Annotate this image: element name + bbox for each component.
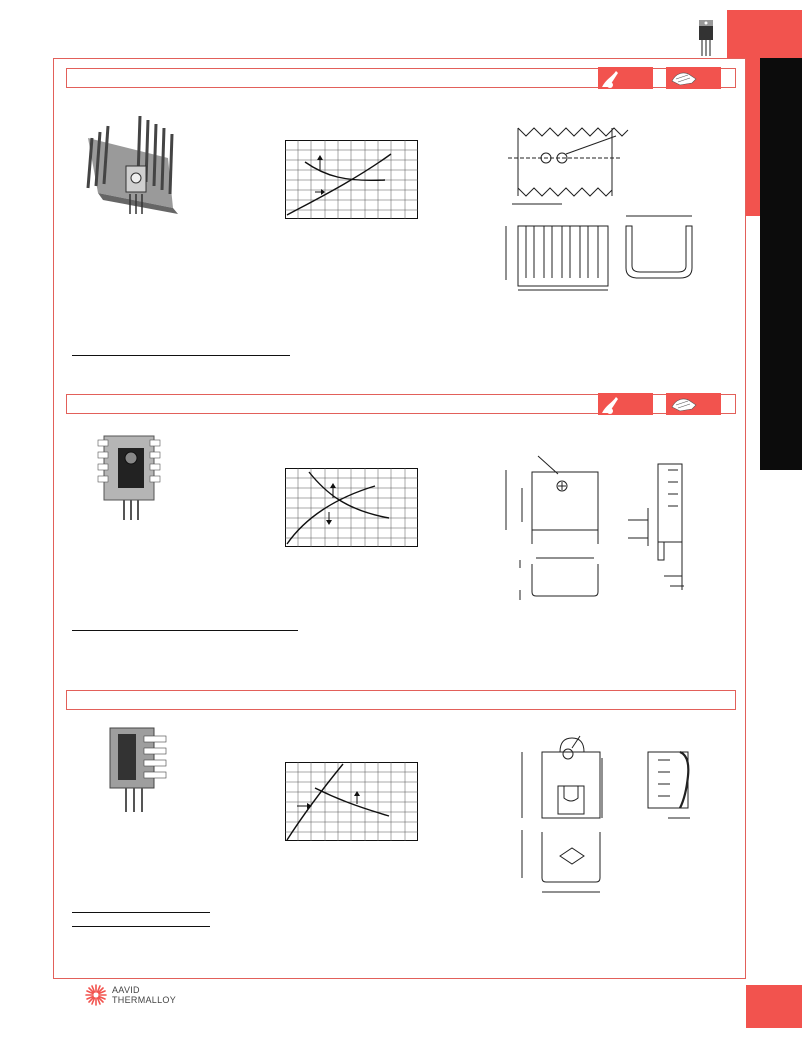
hand-badge: [666, 67, 721, 89]
section-3-underline-2: [72, 926, 210, 927]
section-2-underline: [72, 630, 298, 631]
thermal-performance-chart-icon: [285, 468, 418, 548]
section-1-underline: [72, 355, 290, 356]
solder-drop-icon: [598, 393, 653, 415]
solder-drop-badge: [598, 67, 653, 89]
solder-drop-icon: [598, 67, 653, 89]
transistor-to220-icon: [696, 20, 720, 60]
heatsink-u-channel-fins-photo: [78, 108, 188, 218]
solder-drop-badge: [598, 393, 653, 415]
top-red-tab: [727, 10, 802, 58]
brand-name-line1: AAVID: [112, 985, 140, 995]
section-3-header-bar: [66, 690, 736, 710]
thermal-performance-chart-icon: [285, 762, 418, 842]
red-edge-strip: [746, 58, 760, 216]
hand-badge: [666, 393, 721, 415]
dimension-drawing-icon: [498, 118, 708, 298]
brand-name-line2: THERMALLOY: [112, 995, 177, 1005]
starburst-logo-icon: [84, 983, 108, 1007]
section-3-underline-1: [72, 912, 210, 913]
heatsink-clip-on-to220-photo: [96, 430, 166, 525]
dimension-drawing-icon: [498, 450, 698, 602]
heatsink-clip-slotted-photo: [104, 724, 172, 816]
side-black-tab: [760, 58, 802, 470]
bottom-red-tab: [746, 985, 802, 1028]
brand-logo: [84, 983, 204, 1009]
dimension-drawing-icon: [508, 732, 708, 902]
hand-icon: [666, 393, 721, 415]
thermal-performance-chart-icon: [285, 140, 418, 220]
hand-icon: [666, 67, 721, 89]
